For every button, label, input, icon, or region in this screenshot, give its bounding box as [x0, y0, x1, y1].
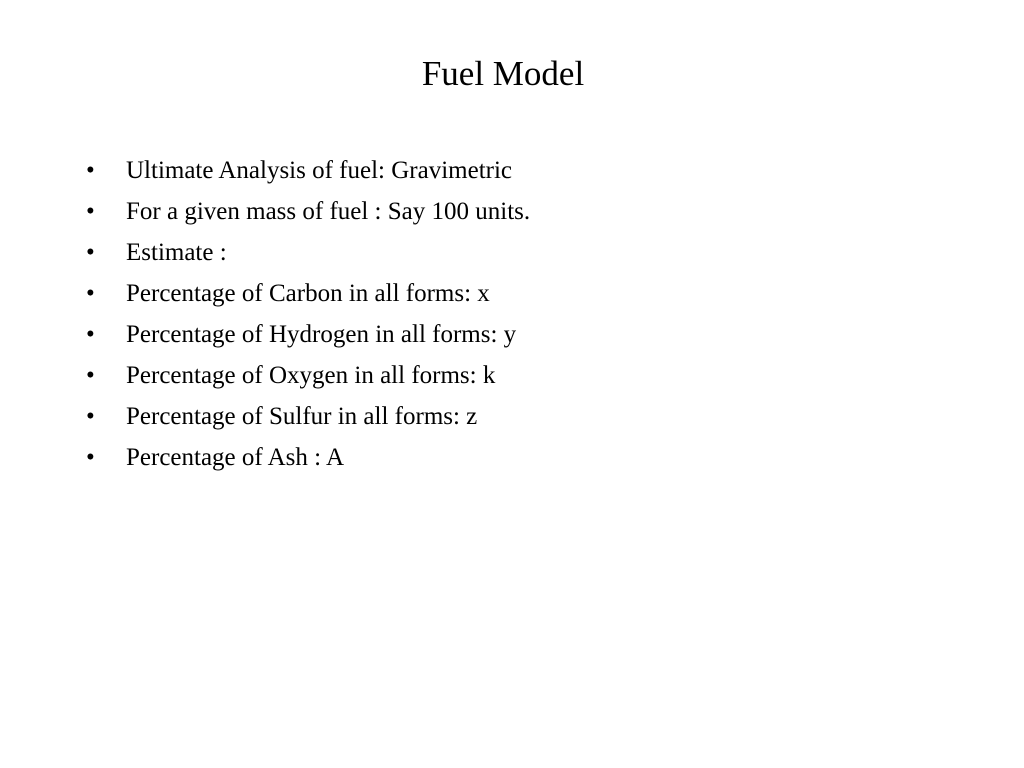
- bullet-text: Ultimate Analysis of fuel: Gravimetric: [126, 157, 513, 184]
- bullet-text: Percentage of Oxygen in all forms: k: [126, 362, 496, 389]
- bullet-text: Percentage of Hydrogen in all forms: y: [126, 321, 517, 348]
- slide-title: Fuel Model: [421, 54, 585, 93]
- bullet-icon: •: [86, 403, 95, 430]
- bullet-icon: •: [86, 198, 95, 225]
- bullet-text: For a given mass of fuel : Say 100 units.: [126, 198, 531, 225]
- bullet-icon: •: [86, 239, 95, 266]
- bullet-text: Percentage of Sulfur in all forms: z: [126, 403, 478, 430]
- list-item: [86, 320, 966, 350]
- bullet-icon: •: [86, 362, 95, 389]
- list-item: [86, 443, 966, 473]
- bullet-text: Percentage of Ash : A: [126, 444, 345, 471]
- bullet-text: Percentage of Carbon in all forms: x: [126, 280, 490, 307]
- bullet-icon: •: [86, 157, 95, 184]
- bullet-list: [86, 156, 966, 484]
- list-item: [86, 279, 966, 309]
- bullet-text: Estimate :: [126, 239, 227, 266]
- bullet-icon: •: [86, 321, 95, 348]
- bullet-icon: •: [86, 280, 95, 307]
- list-item: [86, 197, 966, 227]
- list-item: [86, 402, 966, 432]
- list-item: [86, 156, 966, 186]
- bullet-icon: •: [86, 444, 95, 471]
- list-item: [86, 238, 966, 268]
- list-item: [86, 361, 966, 391]
